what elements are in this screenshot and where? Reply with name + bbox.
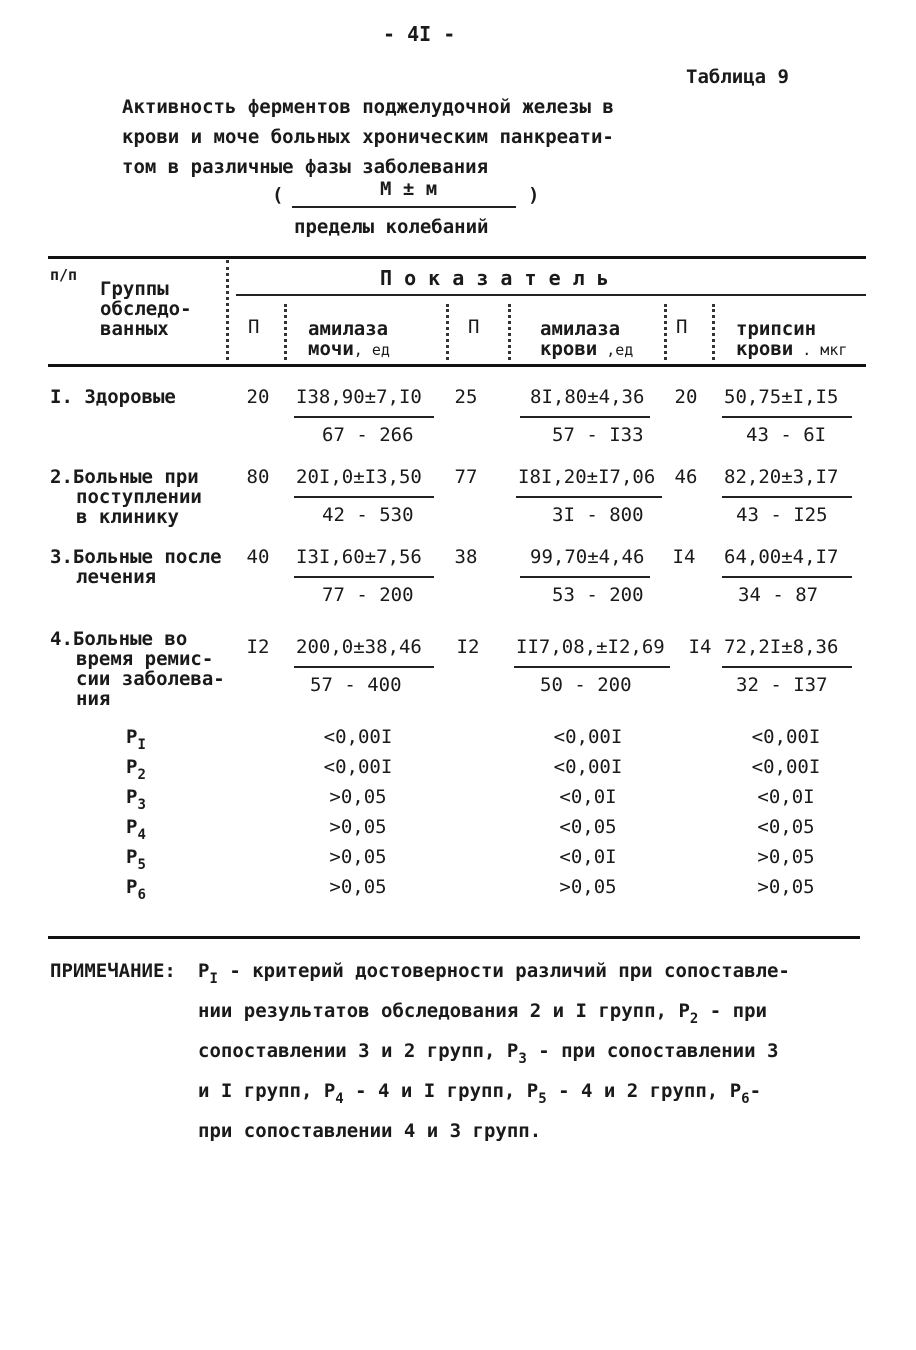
header-n-3: П bbox=[676, 316, 688, 338]
formula-fraction-line bbox=[292, 206, 516, 208]
fraction-line bbox=[294, 416, 434, 418]
row-r2: 50 - 200 bbox=[540, 674, 632, 696]
p-value-v3: >0,05 bbox=[757, 846, 815, 868]
fraction-line bbox=[722, 416, 852, 418]
p-value-v2: <0,05 bbox=[559, 816, 617, 838]
formula-bottom: пределы колебаний bbox=[294, 216, 489, 238]
row-v1: I38,90±7,I0 bbox=[296, 386, 422, 408]
table-label: Таблица 9 bbox=[686, 66, 789, 88]
row-v3: 50,75±I,I5 bbox=[724, 386, 839, 408]
row-n3: 20 bbox=[674, 386, 698, 408]
row-v1: 200,0±38,46 bbox=[296, 636, 422, 658]
p-value-v3: >0,05 bbox=[757, 876, 815, 898]
row-group: время ремис- bbox=[76, 648, 214, 670]
row-n2: 38 bbox=[454, 546, 478, 568]
row-n2: 77 bbox=[454, 466, 478, 488]
row-group: 3.Больные после bbox=[50, 546, 222, 568]
row-r3: 43 - I25 bbox=[736, 504, 828, 526]
header-num: п/п bbox=[50, 266, 78, 284]
row-r2: 57 - I33 bbox=[552, 424, 644, 446]
row-group: в клинику bbox=[76, 506, 179, 528]
p-value-v3: <0,00I bbox=[751, 726, 821, 748]
p-value-v1: >0,05 bbox=[329, 786, 387, 808]
row-r3: 32 - I37 bbox=[736, 674, 828, 696]
note-line: при сопоставлении 4 и 3 групп. bbox=[198, 1120, 542, 1142]
row-group: поступлении bbox=[76, 486, 202, 508]
row-r3: 43 - 6I bbox=[746, 424, 827, 446]
row-v3: 72,2I±8,36 bbox=[724, 636, 839, 658]
p-value-v1: >0,05 bbox=[329, 846, 387, 868]
col1-name: амилаза bbox=[308, 318, 389, 340]
row-v1: 20I,0±I3,50 bbox=[296, 466, 422, 488]
header-divider bbox=[284, 304, 287, 360]
row-n1: 40 bbox=[246, 546, 270, 568]
fraction-line bbox=[294, 666, 434, 668]
fraction-line bbox=[520, 416, 650, 418]
row-v3: 82,20±3,I7 bbox=[724, 466, 839, 488]
row-group: I. Здоровые bbox=[50, 386, 176, 408]
header-divider bbox=[446, 304, 449, 360]
row-n3: I4 bbox=[672, 546, 696, 568]
header-divider bbox=[712, 304, 715, 360]
p-label: $P_6$ bbox=[126, 876, 146, 903]
fraction-line bbox=[514, 666, 670, 668]
p-value-v3: <0,0I bbox=[757, 786, 815, 808]
col3-sub: крови . мкг bbox=[736, 338, 848, 360]
row-v2: 99,70±4,46 bbox=[530, 546, 645, 568]
header-divider bbox=[508, 304, 511, 360]
p-label: $P_5$ bbox=[126, 846, 146, 873]
row-v2: I8I,20±I7,06 bbox=[518, 466, 656, 488]
formula-close: ) bbox=[528, 184, 540, 206]
row-group: лечения bbox=[76, 566, 157, 588]
row-v2: II7,08,±I2,69 bbox=[516, 636, 665, 658]
row-n3: 46 bbox=[674, 466, 698, 488]
fraction-line bbox=[520, 576, 650, 578]
p-value-v3: <0,05 bbox=[757, 816, 815, 838]
row-group: 2.Больные при bbox=[50, 466, 199, 488]
p-label: $P_3$ bbox=[126, 786, 146, 813]
p-label: $P_4$ bbox=[126, 816, 146, 843]
fraction-line bbox=[516, 496, 662, 498]
formula-top: M ± м bbox=[380, 178, 438, 200]
fraction-line bbox=[294, 576, 434, 578]
row-n2: I2 bbox=[456, 636, 480, 658]
row-n1: 20 bbox=[246, 386, 270, 408]
header-n-1: П bbox=[248, 316, 260, 338]
p-value-v1: >0,05 bbox=[329, 876, 387, 898]
p-value-v2: <0,0I bbox=[559, 846, 617, 868]
row-group: ния bbox=[76, 688, 111, 710]
header-divider bbox=[226, 260, 229, 360]
note-label: ПРИМЕЧАНИЕ: bbox=[50, 960, 176, 982]
row-r1: 57 - 400 bbox=[310, 674, 402, 696]
formula-open: ( bbox=[272, 184, 284, 206]
p-value-v3: <0,00I bbox=[751, 756, 821, 778]
p-value-v2: <0,00I bbox=[553, 726, 623, 748]
header-n-2: П bbox=[468, 316, 480, 338]
col1-sub: мочи, ед bbox=[308, 338, 390, 360]
p-value-v2: <0,0I bbox=[559, 786, 617, 808]
row-n1: I2 bbox=[246, 636, 270, 658]
header-groups-1: Группы bbox=[100, 278, 169, 300]
p-value-v1: <0,00I bbox=[323, 756, 393, 778]
p-label: $P_2$ bbox=[126, 756, 146, 783]
header-groups-3: ванных bbox=[100, 318, 169, 340]
fraction-line bbox=[722, 496, 852, 498]
row-r1: 42 - 530 bbox=[322, 504, 414, 526]
row-r1: 77 - 200 bbox=[322, 584, 414, 606]
indicator-rule bbox=[236, 294, 866, 296]
row-v2: 8I,80±4,36 bbox=[530, 386, 645, 408]
row-group: 4.Больные во bbox=[50, 628, 188, 650]
title-line-3: том в различные фазы заболевания bbox=[122, 156, 489, 178]
row-v3: 64,00±4,I7 bbox=[724, 546, 839, 568]
p-value-v2: >0,05 bbox=[559, 876, 617, 898]
row-r2: 3I - 800 bbox=[552, 504, 644, 526]
p-value-v1: <0,00I bbox=[323, 726, 393, 748]
title-line-2: крови и моче больных хроническим панкреати- bbox=[122, 126, 614, 148]
row-n3: I4 bbox=[688, 636, 712, 658]
col2-sub: крови ,ед bbox=[540, 338, 634, 360]
note-line: сопоставлении 3 и 2 групп, $P_3$ - при сопоставлении 3 bbox=[198, 1040, 779, 1067]
col2-name: амилаза bbox=[540, 318, 621, 340]
row-v1: I3I,60±7,56 bbox=[296, 546, 422, 568]
row-group: сии заболева- bbox=[76, 668, 225, 690]
fraction-line bbox=[722, 576, 852, 578]
row-r3: 34 - 87 bbox=[738, 584, 819, 606]
note-line: $P_I$ - критерий достоверности различий при сопоставле- bbox=[198, 960, 790, 987]
p-label: $P_I$ bbox=[126, 726, 146, 753]
note-line: и I групп, $P_4 - 4$ и I групп, $P_5 - 4$ и 2 групп, $P_6-$ bbox=[198, 1080, 762, 1107]
header-bottom-rule bbox=[48, 364, 866, 367]
header-groups-2: обследо- bbox=[100, 298, 192, 320]
fraction-line bbox=[722, 666, 852, 668]
header-indicator: П о к а з а т е л ь bbox=[380, 266, 609, 290]
title-line-1: Активность ферментов поджелудочной железы в bbox=[122, 96, 614, 118]
row-n2: 25 bbox=[454, 386, 478, 408]
row-r2: 53 - 200 bbox=[552, 584, 644, 606]
p-value-v1: >0,05 bbox=[329, 816, 387, 838]
table-bottom-rule bbox=[48, 936, 860, 939]
page-number: - 4I - bbox=[383, 22, 456, 46]
row-r1: 67 - 266 bbox=[322, 424, 414, 446]
table-top-rule bbox=[48, 256, 866, 259]
row-n1: 80 bbox=[246, 466, 270, 488]
col3-name: трипсин bbox=[736, 318, 817, 340]
note-line: нии результатов обследования 2 и I групп, $P_2$ - при bbox=[198, 1000, 767, 1027]
header-divider bbox=[664, 304, 667, 360]
fraction-line bbox=[294, 496, 434, 498]
p-value-v2: <0,00I bbox=[553, 756, 623, 778]
